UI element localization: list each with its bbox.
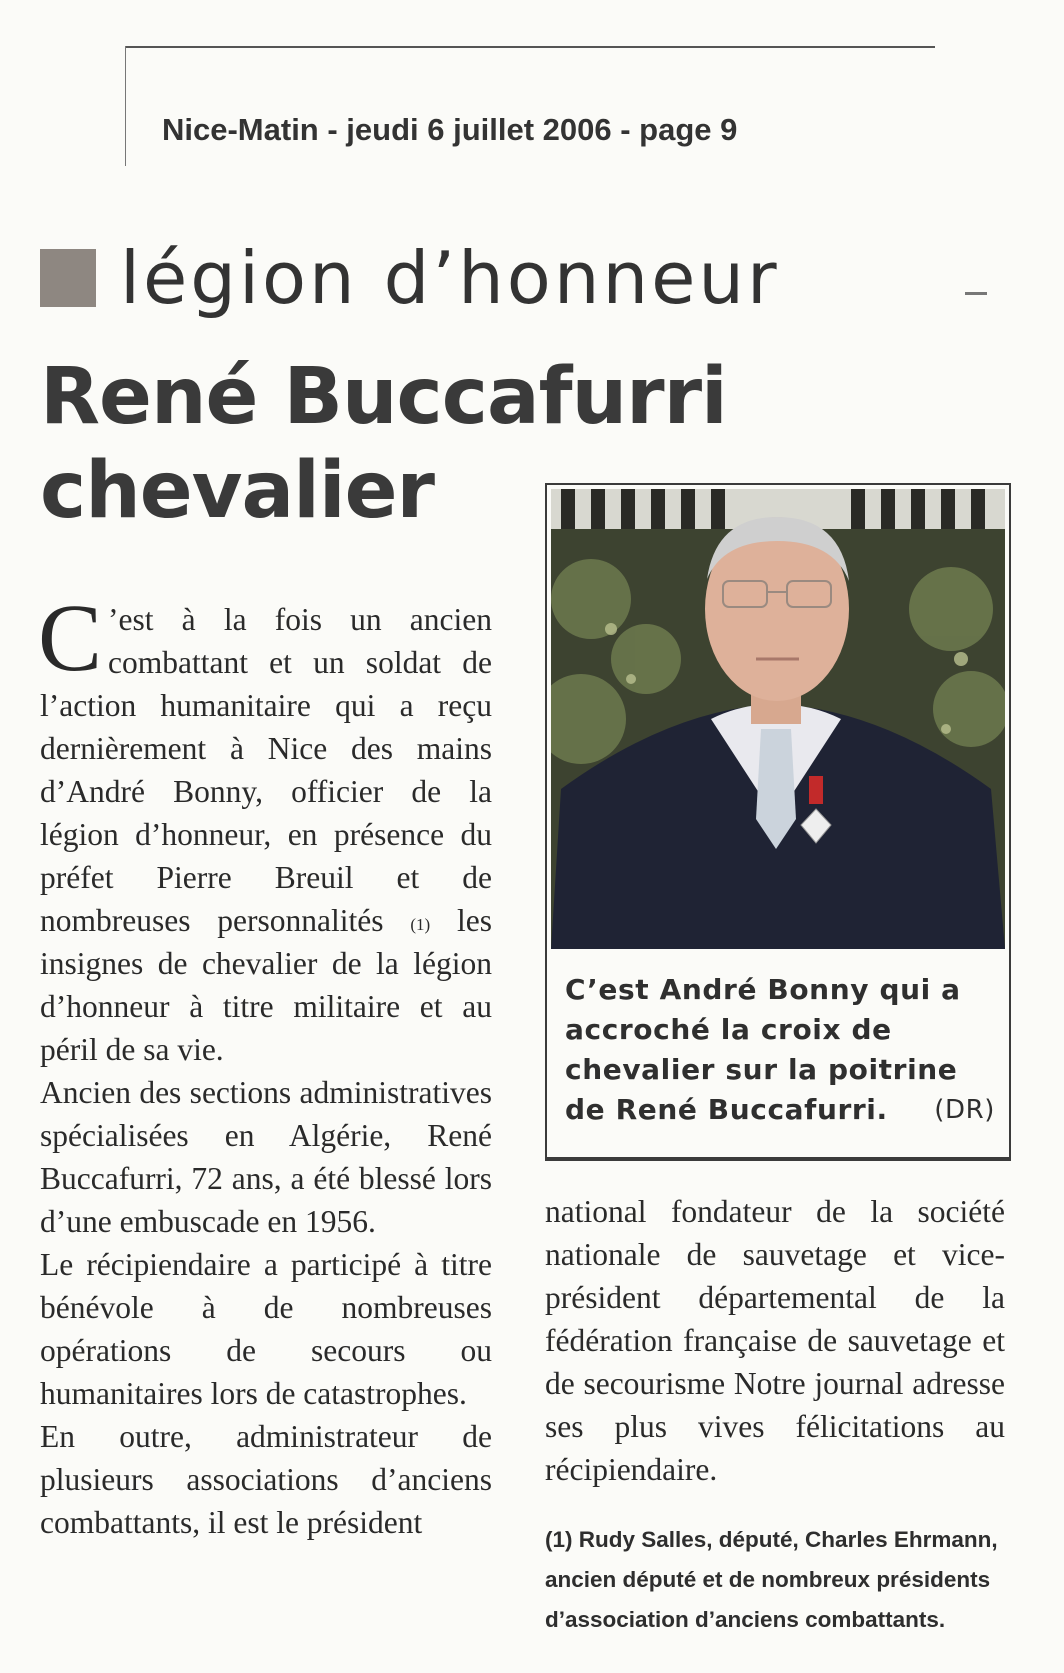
clipping-left-border [125, 46, 126, 166]
footnote: (1) Rudy Salles, député, Charles Ehrmann, ancien député et de nombreux présidents d’association d’anciens combattants. [545, 1527, 998, 1632]
portrait-illustration [551, 489, 1005, 949]
photo-box [545, 483, 1011, 1159]
article-paragraph-4: En outre, administrateur de plusieurs associations d’anciens combattants, il est le président [40, 1419, 492, 1540]
article-paragraph-3: Le récipiendaire a participé à titre bénévole à de nombreuses opérations de secours ou humanitaires lors de catastrophes. [40, 1247, 492, 1411]
clipping-top-border [125, 46, 935, 48]
drop-cap: C [38, 584, 103, 691]
article-column-left [38, 584, 492, 1544]
source-line: Nice-Matin - jeudi 6 juillet 2006 - page 9 [162, 112, 738, 147]
article-paragraph-1-text-a: ’est à la fois un ancien combattant et un soldat de l’action humanitaire qui a reçu dernièrement à Nice des mains d’André Bonny, officier de la légion d’honneur, en présence du préfet Pierre Breuil et de nombreuses personnalités [40, 602, 492, 938]
headline-line-1: René Buccafurri [40, 352, 727, 442]
photo-bottom-rule [545, 1158, 1011, 1161]
photo-caption [565, 970, 995, 1130]
photo-credit: (DR) [934, 1095, 995, 1125]
kicker-dash [965, 292, 987, 295]
article-paragraph-1-text-b: les insignes de chevalier de la légion d’honneur à titre militaire et au péril de sa vie. [40, 903, 492, 1067]
footnote-marker: (1) [410, 915, 431, 934]
portrait-photo [551, 489, 1005, 949]
article-column-right [545, 1190, 1005, 1491]
kicker-text: légion d’honneur [120, 236, 780, 320]
caption-text: C’est André Bonny qui a accroché la croix de chevalier sur la poitrine de René Buccafurri. [565, 973, 961, 1126]
headline-line-2: chevalier [40, 446, 434, 536]
article-paragraph-4-continued: national fondateur de la société nationale de sauvetage et vice-président départemental de la fédération française de sauvetage et de secourisme Notre journal adresse ses plus vives félicitations au récipiendaire. [545, 1194, 1005, 1487]
kicker-square-icon [40, 249, 96, 307]
section-kicker [40, 238, 780, 318]
article-paragraph-1 [38, 584, 492, 1071]
article-paragraph-2: Ancien des sections administratives spécialisées en Algérie, René Buccafurri, 72 ans, a été blessé lors d’une embuscade en 1956. [40, 1075, 492, 1239]
